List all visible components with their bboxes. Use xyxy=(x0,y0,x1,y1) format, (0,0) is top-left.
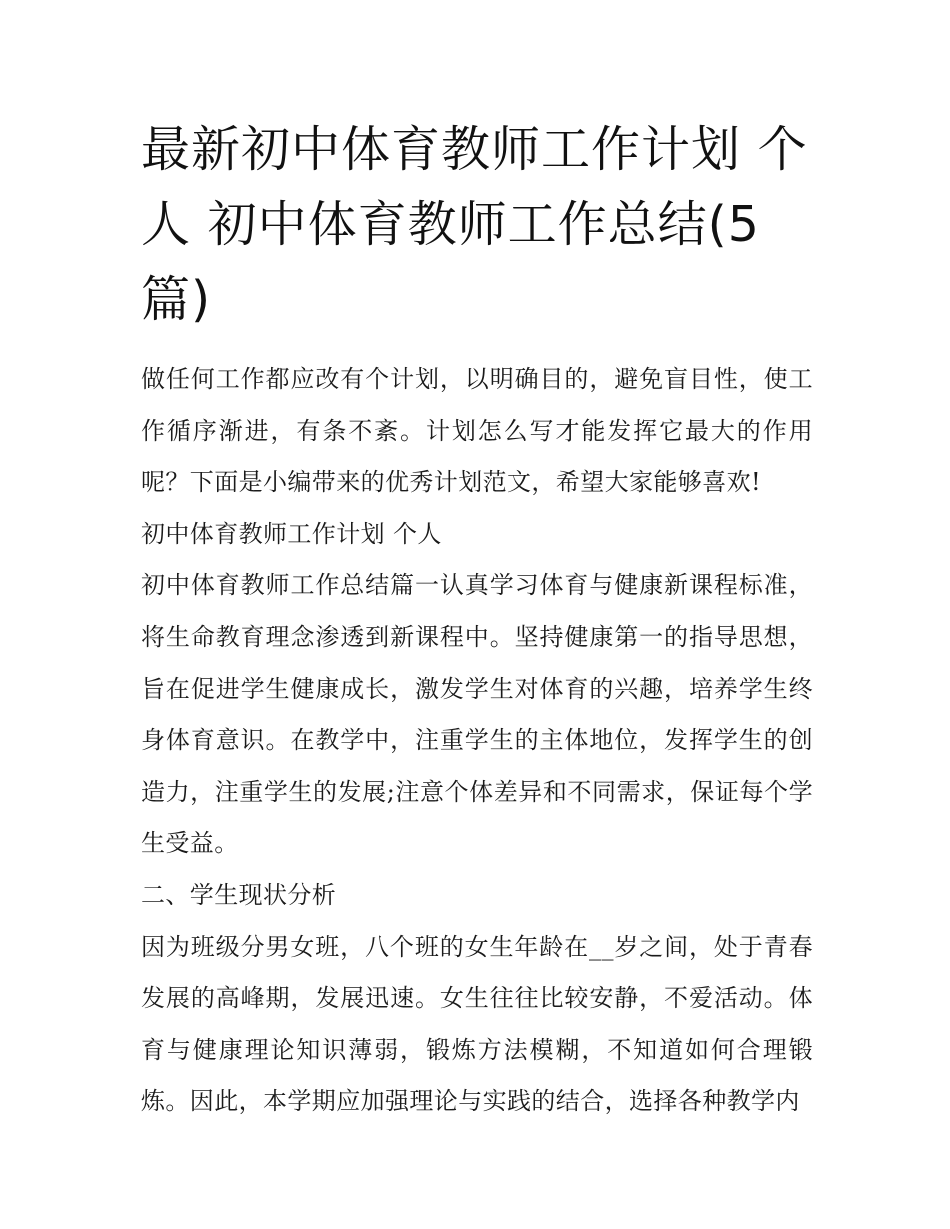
document-title: 最新初中体育教师工作计划 个人 初中体育教师工作总结(5篇) xyxy=(141,121,808,328)
document-body xyxy=(141,354,813,1128)
student-analysis-paragraph: 因为班级分男女班，八个班的女生年龄在__岁之间，处于青春发展的高峰期，发展迅速。女生往往比较安静，不爱活动。体育与健康理论知识薄弱，锻炼方法模糊，不知道如何合理锻炼。因此，本学期应加强理论与实践的结合，选择各种教学内 xyxy=(141,932,813,1116)
summary-paragraph-1: 初中体育教师工作总结篇一认真学习体育与健康新课程标准，将生命教育理念渗透到新课程中。坚持健康第一的指导思想，旨在促进学生健康成长，激发学生对体育的兴趣，培养学生终身体育意识。在教学中，注重学生的主体地位，发挥学生的创造力，注重学生的发展;注意个体差异和不同需求，保证每个学生受益。 xyxy=(141,571,813,858)
section-heading-student-analysis: 二、学生现状分析 xyxy=(141,880,337,909)
section-heading-plan: 初中体育教师工作计划 个人 xyxy=(141,519,442,548)
document-content xyxy=(141,112,813,1128)
intro-paragraph: 做任何工作都应改有个计划，以明确目的，避免盲目性，使工作循序渐进，有条不紊。计划怎么写才能发挥它最大的作用呢？下面是小编带来的优秀计划范文，希望大家能够喜欢! xyxy=(141,365,813,497)
